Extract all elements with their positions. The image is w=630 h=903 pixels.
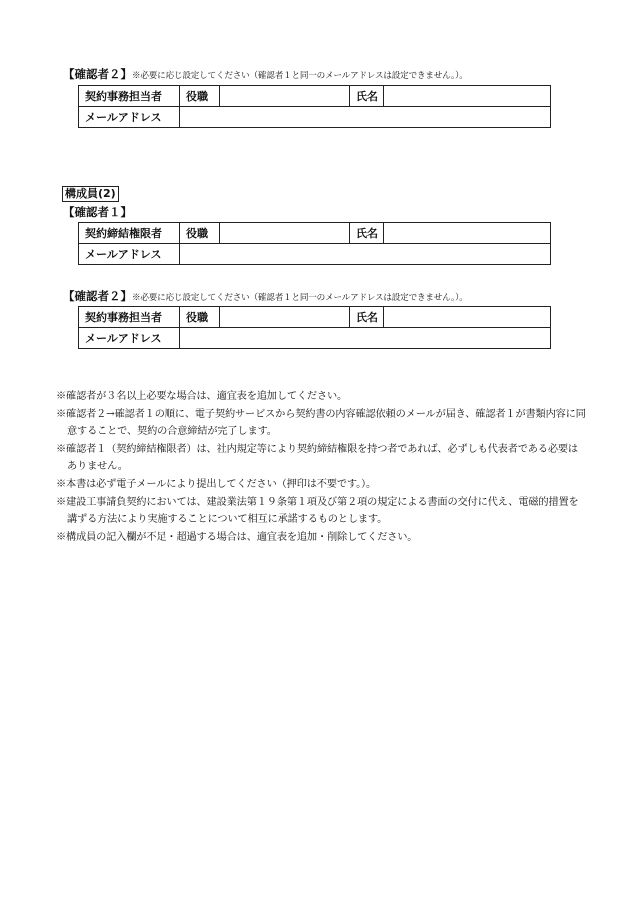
confirmer2-table xyxy=(78,85,551,128)
role-label: 役職 xyxy=(180,223,220,244)
table-row xyxy=(79,223,551,244)
note-item: ※本書は必ず電子メールにより提出してください（押印は不要です。）。 xyxy=(56,478,377,490)
member2-confirmer2-heading-row xyxy=(63,289,468,305)
name-label: 氏名 xyxy=(350,307,384,328)
table-row xyxy=(79,328,551,349)
note-item: ※確認者１（契約締結権限者）は、社内規定等により契約締結権限を持つ者であれば、必ずしも代表者である必要はありません。 xyxy=(56,443,578,473)
email-label: メールアドレス xyxy=(79,328,180,349)
member2-title: 構成員(2) xyxy=(62,186,119,202)
role-field[interactable] xyxy=(220,307,350,328)
role-field[interactable] xyxy=(220,223,350,244)
confirmer2-heading: 【確認者２】 xyxy=(63,67,132,81)
email-label: メールアドレス xyxy=(79,244,180,265)
note-item: ※建設工事請負契約においては、建設業法第１９条第１項及び第２項の規定による書面の交付に代え、電磁的措置を講ずる方法により実施することについて相互に承諾するものとします。 xyxy=(56,496,579,526)
role-field[interactable] xyxy=(220,86,350,107)
email-field[interactable] xyxy=(180,107,551,128)
member2-confirmer2-note: ※必要に応じ設定してください（確認者１と同一のメールアドレスは設定できません。）。 xyxy=(132,293,468,303)
note-item: ※確認者２→確認者１の順に、電子契約サービスから契約書の内容確認依頼のメールが届き、確認者１が書類内容に同意することで、契約の合意締結が完了します。 xyxy=(56,408,586,438)
note-item: ※構成員の記入欄が不足・超過する場合は、適宜表を追加・削除してください。 xyxy=(56,531,418,543)
name-label: 氏名 xyxy=(350,223,384,244)
notes-list xyxy=(56,388,586,546)
confirmer2-note: ※必要に応じ設定してください（確認者１と同一のメールアドレスは設定できません。）。 xyxy=(132,71,468,81)
member2-confirmer1-table xyxy=(78,222,551,265)
table-row xyxy=(79,244,551,265)
role-label: 役職 xyxy=(180,86,220,107)
member2-confirmer2-table xyxy=(78,306,551,349)
name-label: 氏名 xyxy=(350,86,384,107)
email-label: メールアドレス xyxy=(79,107,180,128)
table-row xyxy=(79,107,551,128)
member2-confirmer1-heading-row xyxy=(63,205,132,219)
email-field[interactable] xyxy=(180,244,551,265)
email-field[interactable] xyxy=(180,328,551,349)
member2-confirmer2-heading: 【確認者２】 xyxy=(63,289,132,303)
row-label: 契約事務担当者 xyxy=(79,307,180,328)
member2-confirmer1-heading: 【確認者１】 xyxy=(63,205,132,219)
row-label: 契約締結権限者 xyxy=(79,223,180,244)
name-field[interactable] xyxy=(384,223,551,244)
row-label: 契約事務担当者 xyxy=(79,86,180,107)
role-label: 役職 xyxy=(180,307,220,328)
name-field[interactable] xyxy=(384,307,551,328)
table-row xyxy=(79,86,551,107)
table-row xyxy=(79,307,551,328)
confirmer2-heading-row xyxy=(63,67,468,83)
note-item: ※確認者が３名以上必要な場合は、適宜表を追加してください。 xyxy=(56,391,348,402)
name-field[interactable] xyxy=(384,86,551,107)
